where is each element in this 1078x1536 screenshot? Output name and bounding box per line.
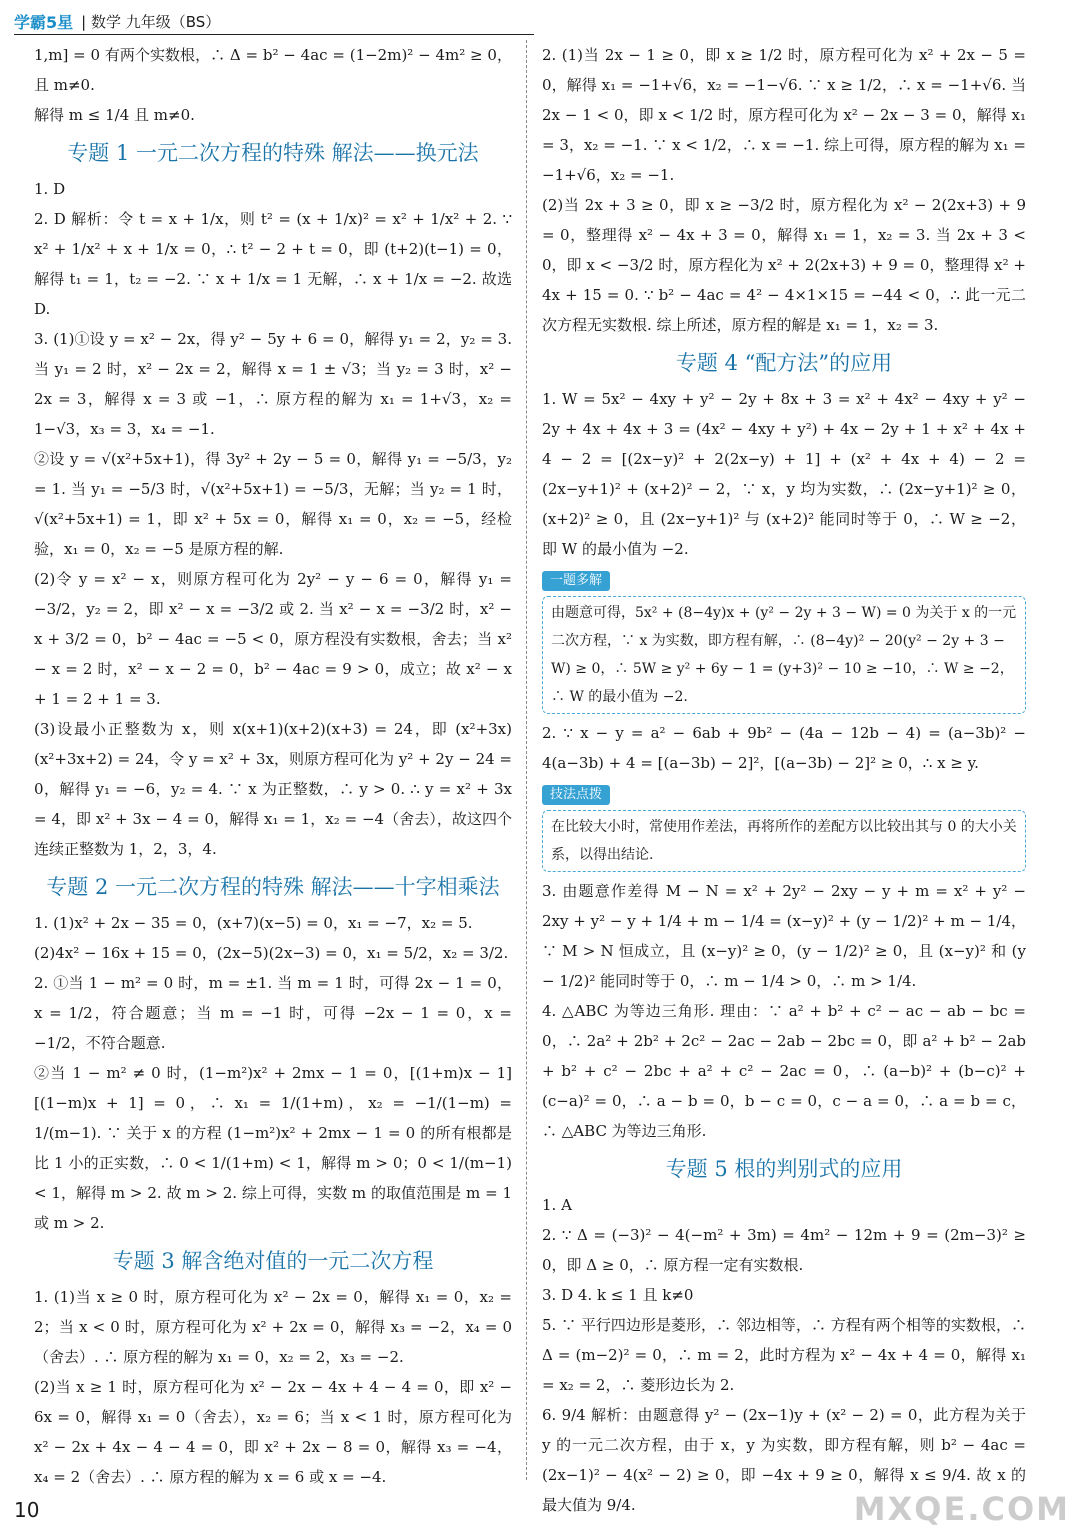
book-subject: | 数学 九年级（BS）	[81, 12, 221, 31]
tip-box: 在比较大小时，常使用作差法，再将所作的差配方以比较出其与 0 的大小关系，以得出结论.	[542, 810, 1026, 872]
answer-paragraph: 2. D 解析：令 t = x + 1/x，则 t² = (x + 1/x)² = x² + 1/x² + 2. ∵ x² + 1/x² + x + 1/x = 0，∴ t² − 2 + t = 0，即 (t+2)(t−1) = 0，解得 t₁ = 1，t₂ = −2. ∵ x + 1/x = 1 无解，∴ x + 1/x = −2. 故选 D.	[34, 210, 512, 318]
tip-tag: 一题多解	[542, 571, 610, 591]
answer-paragraph: 6. 9/4 解析：由题意得 y² − (2x−1)y + (x² − 2) = 0，此方程为关于 y 的一元二次方程，由于 x，y 为实数，即方程有解，则 b² − 4ac = (2x−1)² − 4(x² − 2) ≥ 0，即 −4x + 9 ≥ 0，解得 x ≤ 9/4. 故 x 的最大值为 9/4.	[542, 1406, 1026, 1514]
watermark: MXQE.COM	[853, 1490, 1070, 1528]
answer-paragraph: ②当 1 − m² ≠ 0 时，(1−m²)x² + 2mx − 1 = 0，[(1+m)x − 1][(1−m)x + 1] = 0，∴ x₁ = 1/(1+m)，x₂ = −1/(1−m) = 1/(m−1). ∵ 关于 x 的方程 (1−m²)x² + 2mx − 1 = 0 的所有根都是比 1 小的正实数，∴ 0 < 1/(1+m) < 1，解得 m > 0；0 < 1/(m−1) < 1，解得 m > 2. 故 m > 2. 综上可得，实数 m 的取值范围是 m = 1 或 m > 2.	[34, 1064, 512, 1232]
answer-paragraph: 3. (1)①设 y = x² − 2x，得 y² − 5y + 6 = 0，解得 y₁ = 2，y₂ = 3. 当 y₁ = 2 时，x² − 2x = 2，解得 x = 1 ± √3；当 y₂ = 3 时，x² − 2x = 3，解得 x = 3 或 −1，∴ 原方程的解为 x₁ = 1+√3，x₂ = 1−√3，x₃ = 3，x₄ = −1.	[34, 330, 512, 438]
header-rule	[14, 34, 534, 35]
answer-paragraph: 解得 m ≤ 1/4 且 m≠0.	[34, 106, 195, 124]
answer-paragraph: 1,m] = 0 有两个实数根，∴ Δ = b² − 4ac = (1−2m)² − 4m² ≥ 0，且 m≠0.	[34, 46, 512, 94]
column-divider	[526, 40, 527, 1480]
answer-paragraph: (2)令 y = x² − x，则原方程可化为 2y² − y − 6 = 0，解得 y₁ = −3/2，y₂ = 2，即 x² − x = −3/2 或 2. 当 x² − x = −3/2 时，x² − x + 3/2 = 0，b² − 4ac = −5 < 0，原方程没有实数根，舍去；当 x² − x = 2 时，x² − x − 2 = 0，b² − 4ac = 9 > 0，成立；故 x² − x + 1 = 2 + 1 = 3.	[34, 570, 512, 708]
answer-paragraph: 2. ∵ x − y = a² − 6ab + 9b² − (4a − 12b − 4) = (a−3b)² − 4(a−3b) + 4 = [(a−3b) − 2]²，[(a−3b) − 2]² ≥ 0，∴ x ≥ y.	[542, 724, 1026, 772]
answer-paragraph: 2. (1)当 2x − 1 ≥ 0，即 x ≥ 1/2 时，原方程可化为 x² + 2x − 5 = 0，解得 x₁ = −1+√6，x₂ = −1−√6. ∵ x ≥ 1/2，∴ x = −1+√6. 当 2x − 1 < 0，即 x < 1/2 时，原方程可化为 x² − 2x − 3 = 0，解得 x₁ = 3，x₂ = −1. ∵ x < 1/2，∴ x = −1. 综上可得，原方程的解为 x₁ = −1+√6，x₂ = −1.	[542, 46, 1026, 184]
tip-box: 由题意可得，5x² + (8−4y)x + (y² − 2y + 3 − W) = 0 为关于 x 的一元二次方程，∵ x 为实数，即方程有解，∴ (8−4y)² − 20(y² − 2y + 3 − W) ≥ 0，∴ 5W ≥ y² + 6y − 1 = (y+3)² − 10 ≥ −10，∴ W ≥ −2，∴ W 的最小值为 −2.	[542, 596, 1026, 714]
answer-paragraph: 1. (1)当 x ≥ 0 时，原方程可化为 x² − 2x = 0，解得 x₁ = 0，x₂ = 2；当 x < 0 时，原方程可化为 x² + 2x = 0，解得 x₃ = −2，x₄ = 0（舍去）. ∴ 原方程的解为 x₁ = 0，x₂ = 2，x₃ = −2.	[34, 1288, 512, 1366]
page-number: 10	[14, 1498, 40, 1522]
tip-tag: 技法点拨	[542, 785, 610, 805]
page-header	[14, 8, 220, 34]
answer-paragraph: 1. (1)x² + 2x − 35 = 0，(x+7)(x−5) = 0，x₁ = −7，x₂ = 5.	[34, 914, 473, 932]
answer-paragraph: 4. △ABC 为等边三角形. 理由：∵ a² + b² + c² − ac − ab − bc = 0，∴ 2a² + 2b² + 2c² − 2ac − 2ab − 2bc = 0，即 a² + b² − 2ab + b² + c² − 2bc + a² + c² − 2ac = 0，∴ (a−b)² + (b−c)² + (c−a)² = 0，∴ a − b = 0，b − c = 0，c − a = 0，∴ a = b = c，∴ △ABC 为等边三角形.	[542, 1002, 1026, 1140]
answer-paragraph: 1. A	[542, 1196, 572, 1214]
answer-paragraph: 3. 由题意作差得 M − N = x² + 2y² − 2xy − y + m = x² + y² − 2xy + y² − y + 1/4 + m − 1/4 = (x−y)² + (y − 1/2)² + m − 1/4，∵ M > N 恒成立，且 (x−y)² ≥ 0，(y − 1/2)² ≥ 0，且 (x−y)² 和 (y − 1/2)² 能同时等于 0，∴ m − 1/4 > 0，∴ m > 1/4.	[542, 882, 1026, 990]
section-title: 专题 1 一元二次方程的特殊 解法——换元法	[67, 141, 479, 165]
section-title: 专题 5 根的判别式的应用	[665, 1157, 903, 1181]
answer-paragraph: 3. D 4. k ≤ 1 且 k≠0	[542, 1286, 694, 1304]
left-column	[34, 40, 512, 1496]
answer-paragraph: 1. W = 5x² − 4xy + y² − 2y + 8x + 3 = x² + 4x² − 4xy + y² − 2y + 4x + 4x + 3 = (4x² − 4xy + y²) + 4x − 2y + 1 + x² + 4x + 4 − 2 = [(2x−y)² + 2(2x−y) + 1] + (x² + 4x + 4) − 2 = (2x−y+1)² + (x+2)² − 2，∵ x，y 均为实数，∴ (2x−y+1)² ≥ 0，(x+2)² ≥ 0，且 (2x−y+1)² 与 (x+2)² 能同时等于 0，∴ W ≥ −2，即 W 的最小值为 −2.	[542, 390, 1026, 558]
answer-paragraph: (2)当 x ≥ 1 时，原方程可化为 x² − 2x − 4x + 4 − 4 = 0，即 x² − 6x = 0，解得 x₁ = 0（舍去），x₂ = 6；当 x < 1 时，原方程可化为 x² − 2x + 4x − 4 − 4 = 0，即 x² + 2x − 8 = 0，解得 x₃ = −4，x₄ = 2（舍去）. ∴ 原方程的解为 x = 6 或 x = −4.	[34, 1378, 512, 1486]
brand-logo: 学霸5星	[14, 12, 74, 32]
answer-paragraph: (3)设最小正整数为 x，则 x(x+1)(x+2)(x+3) = 24，即 (x²+3x)(x²+3x+2) = 24，令 y = x² + 3x，则原方程可化为 y² + 2y − 24 = 0，解得 y₁ = −6，y₂ = 4. ∵ x 为正整数，∴ y > 0. ∴ y = x² + 3x = 4，即 x² + 3x − 4 = 0，解得 x₁ = 1，x₂ = −4（舍去），故这四个连续正整数为 1，2，3，4.	[34, 720, 512, 858]
answer-paragraph: 1. D	[34, 180, 66, 198]
section-title: 专题 4 “配方法”的应用	[675, 351, 893, 375]
answer-paragraph: ②设 y = √(x²+5x+1)，得 3y² + 2y − 5 = 0，解得 y₁ = −5/3，y₂ = 1. 当 y₁ = −5/3 时，√(x²+5x+1) = −5/3，无解；当 y₂ = 1 时，√(x²+5x+1) = 1，即 x² + 5x = 0，解得 x₁ = 0，x₂ = −5，经检验，x₁ = 0，x₂ = −5 是原方程的解.	[34, 450, 512, 558]
answer-paragraph: (2)当 2x + 3 ≥ 0，即 x ≥ −3/2 时，原方程化为 x² − 2(2x+3) + 9 = 0，整理得 x² − 4x + 3 = 0，解得 x₁ = 1，x₂ = 3. 当 2x + 3 < 0，即 x < −3/2 时，原方程化为 x² + 2(2x+3) + 9 = 0，整理得 x² + 4x + 15 = 0. ∵ b² − 4ac = 4² − 4×1×15 = −44 < 0，∴ 此一元二次方程无实数根. 综上所述，原方程的解是 x₁ = 1，x₂ = 3.	[542, 196, 1026, 334]
answer-paragraph: 2. ①当 1 − m² = 0 时，m = ±1. 当 m = 1 时，可得 2x − 1 = 0，x = 1/2，符合题意；当 m = −1 时，可得 −2x − 1 = 0，x = −1/2，不符合题意.	[34, 974, 512, 1052]
answer-paragraph: 5. ∵ 平行四边形是菱形，∴ 邻边相等，∴ 方程有两个相等的实数根，∴ Δ = (m−2)² = 0，∴ m = 2，此时方程为 x² − 4x + 4 = 0，解得 x₁ = x₂ = 2，∴ 菱形边长为 2.	[542, 1316, 1026, 1394]
section-title: 专题 2 一元二次方程的特殊 解法——十字相乘法	[46, 875, 500, 899]
section-title: 专题 3 解含绝对值的一元二次方程	[112, 1249, 434, 1273]
answer-paragraph: (2)4x² − 16x + 15 = 0，(2x−5)(2x−3) = 0，x₁ = 5/2，x₂ = 3/2.	[34, 944, 509, 962]
answer-paragraph: 2. ∵ Δ = (−3)² − 4(−m² + 3m) = 4m² − 12m + 9 = (2m−3)² ≥ 0，即 Δ ≥ 0，∴ 原方程一定有实数根.	[542, 1226, 1026, 1274]
